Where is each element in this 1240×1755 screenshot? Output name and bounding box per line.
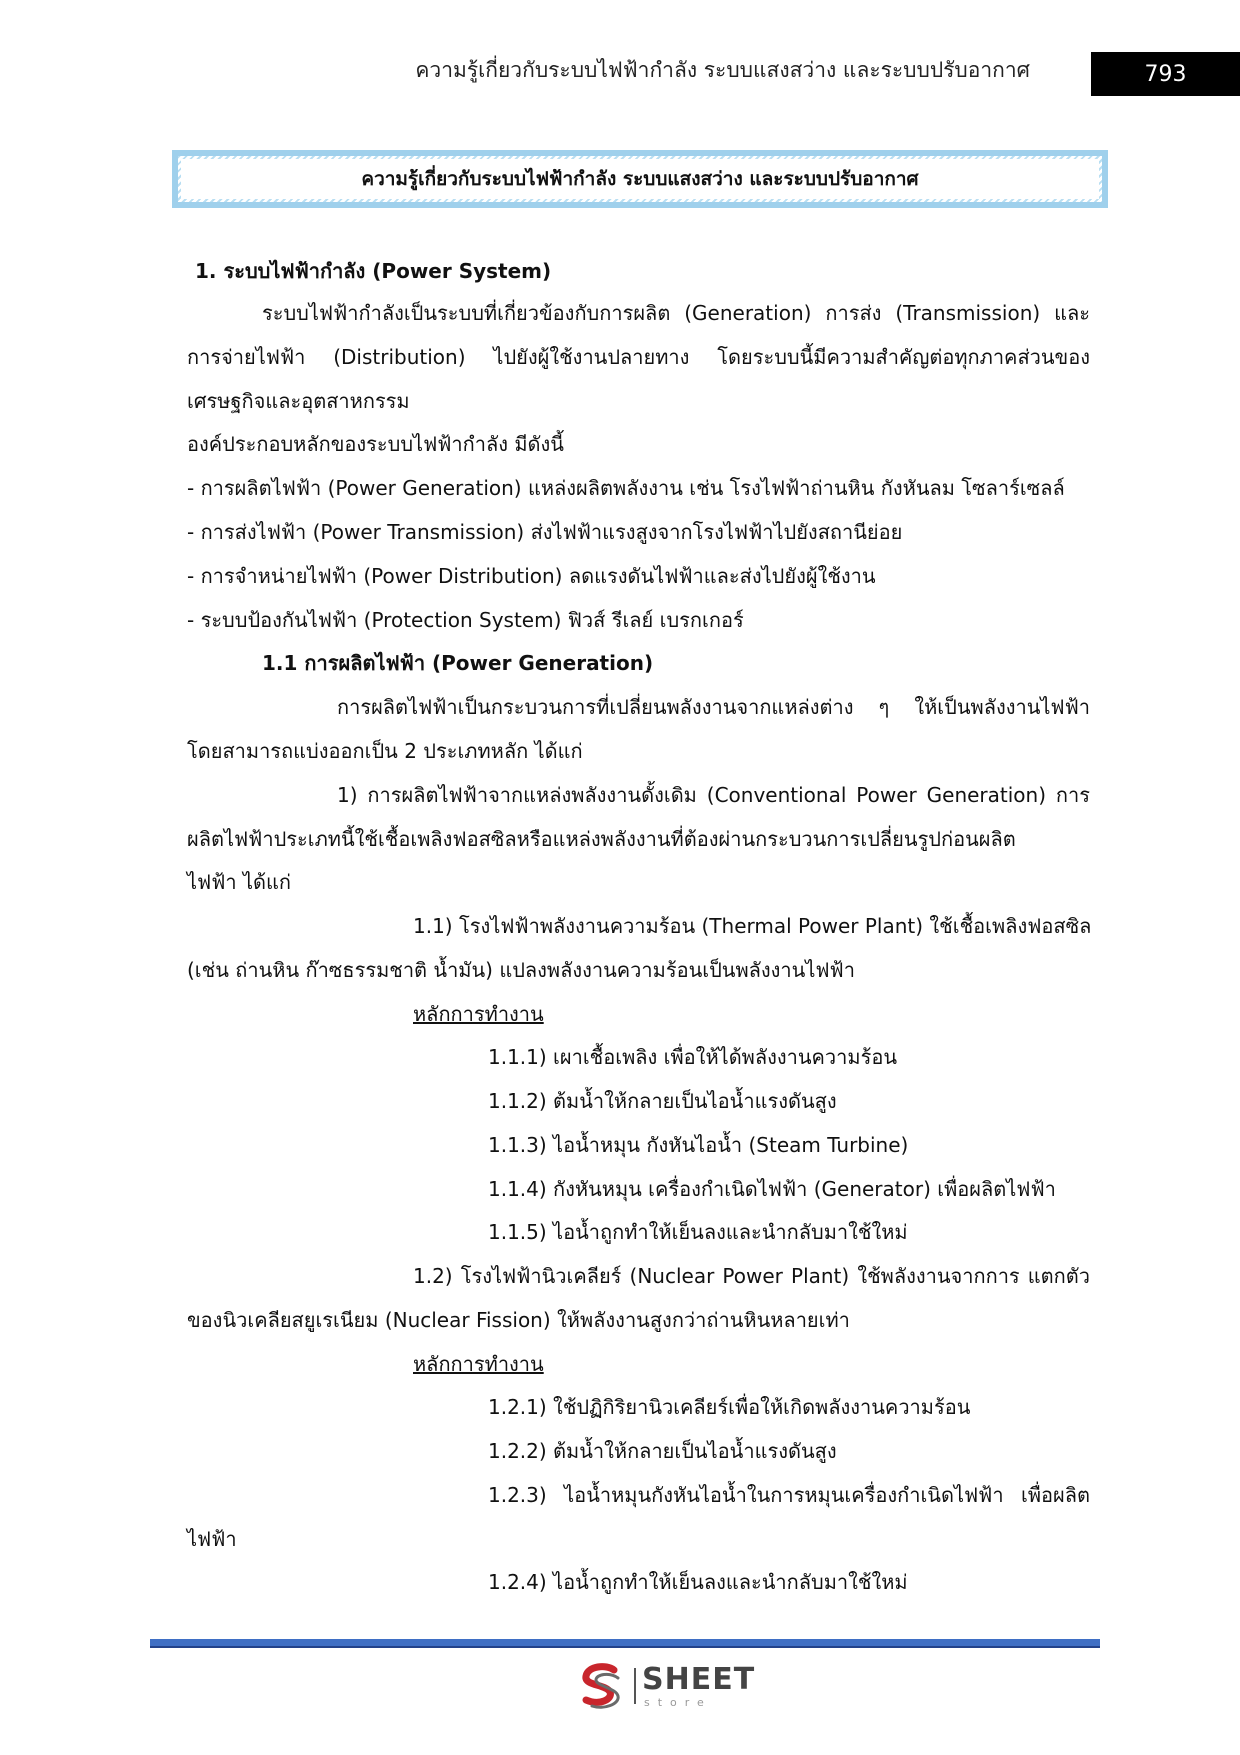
step-item: 1.1.1) เผาเชื้อเพลิง เพื่อให้ได้พลังงานความร้อน [488,1045,898,1069]
components-intro: องค์ประกอบหลักของระบบไฟฟ้ากำลัง มีดังนี้ [187,432,564,456]
heading-power-system: 1. ระบบไฟฟ้ากำลัง (Power System) [195,259,552,283]
principle-label: หลักการทำงาน [413,1002,544,1026]
list-item: - การส่งไฟฟ้า (Power Transmission) ส่งไฟฟ้าแรงสูงจากโรงไฟฟ้าไปยังสถานีย่อย [187,520,903,544]
paragraph-line: 1) การผลิตไฟฟ้าจากแหล่งพลังงานดั้งเดิม (Conventional Power Generation) การ [337,783,1090,807]
section-title-frame [172,150,1108,208]
paragraph-line: 1.2) โรงไฟฟ้านิวเคลียร์ (Nuclear Power Plant) ใช้พลังงานจากการ แตกตัว [413,1264,1090,1288]
paragraph-line: (เช่น ถ่านหิน ก๊าซธรรมชาติ น้ำมัน) แปลงพลังงานความร้อนเป็นพลังงานไฟฟ้า [187,958,855,982]
list-item: - การผลิตไฟฟ้า (Power Generation) แหล่งผลิตพลังงาน เช่น โรงไฟฟ้าถ่านหิน กังหันลม โซลาร์เซลล์ [187,476,1065,500]
step-item: 1.2.2) ต้มน้ำให้กลายเป็นไอน้ำแรงดันสูง [488,1439,837,1463]
step-item: 1.1.4) กังหันหมุน เครื่องกำเนิดไฟฟ้า (Generator) เพื่อผลิตไฟฟ้า [488,1177,1056,1201]
list-item: - การจำหน่ายไฟฟ้า (Power Distribution) ลดแรงดันไฟฟ้าและส่งไปยังผู้ใช้งาน [187,564,876,588]
heading-power-generation: 1.1 การผลิตไฟฟ้า (Power Generation) [262,651,654,675]
logo-word: SHEET [642,1662,756,1697]
page-number: 793 [1144,61,1187,87]
paragraph-line: ระบบไฟฟ้ากำลังเป็นระบบที่เกี่ยวข้องกับการผลิต (Generation) การส่ง (Transmission) และ [262,301,1090,325]
footer-rule [150,1639,1100,1648]
step-item: 1.2.3) ไอน้ำหมุนกังหันไอน้ำในการหมุนเครื่องกำเนิดไฟฟ้า เพื่อผลิต [488,1483,1090,1507]
step-item: 1.1.3) ไอน้ำหมุน กังหันไอน้ำ (Steam Turbine) [488,1133,909,1157]
principle-label: หลักการทำงาน [413,1352,544,1376]
page-number-badge [1091,52,1240,96]
logo-separator [634,1668,636,1704]
sheet-store-logo [576,1660,756,1712]
step-item-continuation: ไฟฟ้า [187,1527,237,1551]
paragraph-line: การผลิตไฟฟ้าเป็นกระบวนการที่เปลี่ยนพลังงานจากแหล่งต่าง ๆ ให้เป็นพลังงานไฟฟ้า [337,695,1090,719]
paragraph-line: 1.1) โรงไฟฟ้าพลังงานความร้อน (Thermal Power Plant) ใช้เชื้อเพลิงฟอสซิล [413,914,1092,938]
running-header-title: ความรู้เกี่ยวกับระบบไฟฟ้ากำลัง ระบบแสงสว่าง และระบบปรับอากาศ [415,58,1030,82]
paragraph-line: ผลิตไฟฟ้าประเภทนี้ใช้เชื้อเพลิงฟอสซิลหรือแหล่งพลังงานที่ต้องผ่านกระบวนการเปลี่ยนรูปก่อนผลิต [187,827,1016,851]
step-item: 1.2.1) ใช้ปฏิกิริยานิวเคลียร์เพื่อให้เกิดพลังงานความร้อน [488,1395,971,1419]
section-title: ความรู้เกี่ยวกับระบบไฟฟ้ากำลัง ระบบแสงสว่าง และระบบปรับอากาศ [181,159,1099,199]
step-item: 1.1.5) ไอน้ำถูกทำให้เย็นลงและนำกลับมาใช้ใหม่ [488,1220,908,1244]
step-item: 1.1.2) ต้มน้ำให้กลายเป็นไอน้ำแรงดันสูง [488,1089,837,1113]
paragraph-line: เศรษฐกิจและอุตสาหกรรม [187,389,410,413]
logo-subword: store [644,1696,712,1709]
sheet-logo-icon [576,1662,626,1710]
paragraph-line: ของนิวเคลียสยูเรเนียม (Nuclear Fission) ให้พลังงานสูงกว่าถ่านหินหลายเท่า [187,1308,850,1332]
paragraph-line: ไฟฟ้า ได้แก่ [187,870,292,894]
paragraph-line: การจ่ายไฟฟ้า (Distribution) ไปยังผู้ใช้งานปลายทาง โดยระบบนี้มีความสำคัญต่อทุกภาคส่วนของ [187,345,1090,369]
step-item: 1.2.4) ไอน้ำถูกทำให้เย็นลงและนำกลับมาใช้ใหม่ [488,1570,908,1594]
paragraph-line: โดยสามารถแบ่งออกเป็น 2 ประเภทหลัก ได้แก่ [187,739,583,763]
list-item: - ระบบป้องกันไฟฟ้า (Protection System) ฟิวส์ รีเลย์ เบรกเกอร์ [187,608,744,632]
